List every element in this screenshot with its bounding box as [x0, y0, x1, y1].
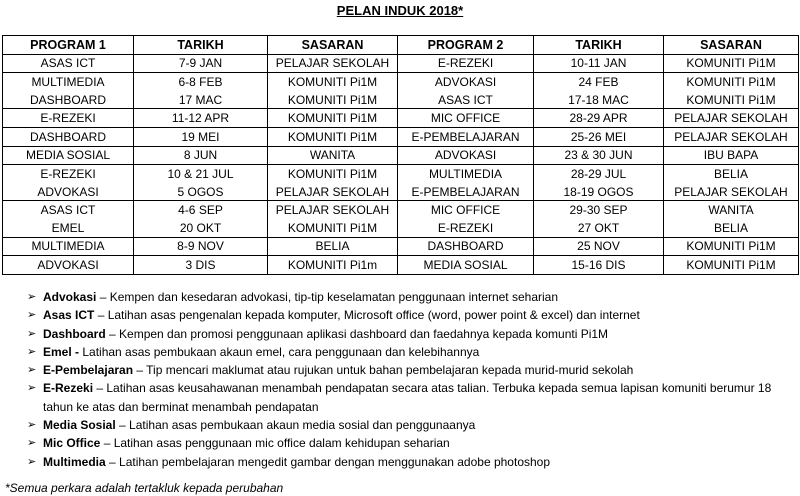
- arrow-bullet-icon: ➢: [27, 327, 37, 340]
- program-2-cell: E-REZEKI: [398, 54, 534, 73]
- target-1-cell: KOMUNITI Pi1M: [268, 109, 398, 128]
- page-title: PELAN INDUK 2018*: [336, 3, 464, 18]
- program-2-cell: E-PEMBELAJARAN: [398, 127, 534, 146]
- date-2-cell: 10-11 JAN: [534, 54, 664, 73]
- date-1-cell: 7-9 JAN: [134, 54, 268, 73]
- date-2-cell: 28-29 JUL: [534, 165, 664, 183]
- program-legend: [27, 288, 797, 471]
- legend-term: Asas ICT: [43, 308, 95, 323]
- legend-description: – Latihan asas penggunaan mic office dalam kehidupan seharian: [100, 436, 450, 451]
- date-2-cell: 25-26 MEI: [534, 127, 664, 146]
- date-2-cell: 17-18 MAC: [534, 91, 664, 109]
- table-row: [3, 127, 799, 146]
- target-2-cell: BELIA: [664, 165, 799, 183]
- target-1-cell: BELIA: [268, 237, 398, 256]
- table-row: [3, 256, 799, 275]
- program-1-cell: ADVOKASI: [3, 183, 134, 201]
- program-2-cell: E-REZEKI: [398, 219, 534, 237]
- program-1-cell: ASAS ICT: [3, 54, 134, 73]
- date-2-cell: 18-19 OGOS: [534, 183, 664, 201]
- program-1-cell: ADVOKASI: [3, 256, 134, 275]
- target-2-cell: PELAJAR SEKOLAH: [664, 109, 799, 128]
- target-2-cell: KOMUNITI Pi1M: [664, 73, 799, 91]
- date-2-cell: 27 OKT: [534, 219, 664, 237]
- arrow-bullet-icon: ➢: [27, 455, 37, 468]
- target-2-cell: PELAJAR SEKOLAH: [664, 183, 799, 201]
- table-row: [3, 54, 799, 73]
- table-row: [3, 109, 799, 128]
- legend-term: E-Rezeki: [43, 381, 94, 396]
- legend-description: – Tip mencari maklumat atau rujukan untuk bahan pembelajaran kepada murid-murid sekolah: [133, 363, 634, 378]
- legend-item: [27, 361, 797, 379]
- program-2-cell: E-PEMBELAJARAN: [398, 183, 534, 201]
- program-2-cell: ASAS ICT: [398, 91, 534, 109]
- program-2-cell: ADVOKASI: [398, 146, 534, 165]
- target-1-cell: KOMUNITI Pi1M: [268, 73, 398, 91]
- table-row: [3, 146, 799, 165]
- legend-term: Emel -: [43, 344, 80, 359]
- legend-description: – Latihan asas pembukaan akaun media sosial dan penggunaanya: [115, 418, 476, 433]
- date-1-cell: 4-6 SEP: [134, 201, 268, 219]
- program-2-cell: MEDIA SOSIAL: [398, 256, 534, 275]
- legend-description: – Kempen dan promosi penggunaan aplikasi dashboard dan faedahnya kepada komunti Pi1M: [105, 326, 609, 341]
- legend-description: – Latihan asas pengenalan kepada komputer, Microsoft office (word, power point & excel) dan internet: [94, 308, 640, 323]
- date-2-cell: 28-29 APR: [534, 109, 664, 128]
- arrow-bullet-icon: ➢: [27, 437, 37, 450]
- target-2-cell: WANITA: [664, 201, 799, 219]
- program-1-cell: DASHBOARD: [3, 91, 134, 109]
- master-plan-table: [2, 35, 799, 275]
- legend-item: [27, 379, 797, 416]
- table-row: [3, 237, 799, 256]
- legend-item: [27, 343, 797, 361]
- date-1-cell: 5 OGOS: [134, 183, 268, 201]
- legend-item: [27, 306, 797, 324]
- program-1-cell: E-REZEKI: [3, 165, 134, 183]
- table-row: [3, 183, 799, 201]
- legend-item: [27, 434, 797, 452]
- legend-term: Dashboard: [43, 326, 106, 341]
- target-2-cell: KOMUNITI Pi1M: [664, 91, 799, 109]
- footnote: *Semua perkara adalah tertakluk kepada perubahan: [5, 481, 284, 495]
- program-2-cell: MIC OFFICE: [398, 109, 534, 128]
- program-1-cell: MEDIA SOSIAL: [3, 146, 134, 165]
- program-1-cell: EMEL: [3, 219, 134, 237]
- program-2-cell: MULTIMEDIA: [398, 165, 534, 183]
- table-row: [3, 201, 799, 219]
- program-1-cell: DASHBOARD: [3, 127, 134, 146]
- legend-description: Latihan asas pembukaan akaun emel, cara penggunaan dan kelebihannya: [79, 344, 480, 359]
- target-1-cell: KOMUNITI Pi1M: [268, 91, 398, 109]
- program-2-cell: MIC OFFICE: [398, 201, 534, 219]
- program-2-cell: DASHBOARD: [398, 237, 534, 256]
- legend-term: E-Pembelajaran: [43, 363, 134, 378]
- legend-description: – Latihan pembelajaran mengedit gambar dengan menggunakan adobe photoshop: [105, 454, 551, 469]
- date-1-cell: 8-9 NOV: [134, 237, 268, 256]
- program-1-cell: ASAS ICT: [3, 201, 134, 219]
- date-1-cell: 17 MAC: [134, 91, 268, 109]
- arrow-bullet-icon: ➢: [27, 345, 37, 358]
- target-2-cell: KOMUNITI Pi1M: [664, 237, 799, 256]
- header-program-2: PROGRAM 2: [398, 36, 534, 55]
- date-1-cell: 3 DIS: [134, 256, 268, 275]
- date-2-cell: 15-16 DIS: [534, 256, 664, 275]
- legend-description: – Latihan asas keusahawanan menambah pendapatan secara atas talian. Terbuka kepada semua lapisan komuniti berumur 18 tahun ke atas dan berminat menambah pendapatan: [43, 381, 772, 414]
- program-2-cell: ADVOKASI: [398, 73, 534, 91]
- target-1-cell: KOMUNITI Pi1M: [268, 219, 398, 237]
- date-1-cell: 19 MEI: [134, 127, 268, 146]
- legend-item: [27, 288, 797, 306]
- table-row: [3, 165, 799, 183]
- header-date-2: TARIKH: [534, 36, 664, 55]
- target-2-cell: BELIA: [664, 219, 799, 237]
- date-2-cell: 23 & 30 JUN: [534, 146, 664, 165]
- legend-term: Multimedia: [43, 454, 106, 469]
- table-header-row: [3, 36, 799, 55]
- target-1-cell: PELAJAR SEKOLAH: [268, 183, 398, 201]
- header-date-1: TARIKH: [134, 36, 268, 55]
- date-1-cell: 8 JUN: [134, 146, 268, 165]
- date-1-cell: 11-12 APR: [134, 109, 268, 128]
- header-program-1: PROGRAM 1: [3, 36, 134, 55]
- date-1-cell: 10 & 21 JUL: [134, 165, 268, 183]
- arrow-bullet-icon: ➢: [27, 291, 37, 303]
- program-1-cell: E-REZEKI: [3, 109, 134, 128]
- date-2-cell: 24 FEB: [534, 73, 664, 91]
- target-2-cell: IBU BAPA: [664, 146, 799, 165]
- legend-term: Media Sosial: [43, 418, 116, 433]
- arrow-bullet-icon: ➢: [27, 364, 37, 377]
- target-1-cell: KOMUNITI Pi1M: [268, 165, 398, 183]
- table-row: [3, 91, 799, 109]
- legend-item: [27, 325, 797, 343]
- table-row: [3, 73, 799, 91]
- program-1-cell: MULTIMEDIA: [3, 73, 134, 91]
- date-1-cell: 6-8 FEB: [134, 73, 268, 91]
- legend-item: [27, 416, 797, 434]
- legend-term: Mic Office: [43, 436, 101, 451]
- header-target-1: SASARAN: [268, 36, 398, 55]
- arrow-bullet-icon: ➢: [27, 382, 37, 395]
- target-1-cell: KOMUNITI Pi1m: [268, 256, 398, 275]
- date-2-cell: 29-30 SEP: [534, 201, 664, 219]
- target-2-cell: KOMUNITI Pi1M: [664, 54, 799, 73]
- header-target-2: SASARAN: [664, 36, 799, 55]
- date-1-cell: 20 OKT: [134, 219, 268, 237]
- target-2-cell: KOMUNITI Pi1M: [664, 256, 799, 275]
- arrow-bullet-icon: ➢: [27, 309, 37, 322]
- target-1-cell: KOMUNITI Pi1M: [268, 127, 398, 146]
- program-1-cell: MULTIMEDIA: [3, 237, 134, 256]
- arrow-bullet-icon: ➢: [27, 419, 37, 432]
- date-2-cell: 25 NOV: [534, 237, 664, 256]
- legend-term: Advokasi: [43, 290, 97, 304]
- target-1-cell: PELAJAR SEKOLAH: [268, 54, 398, 73]
- legend-item: [27, 453, 797, 471]
- target-1-cell: WANITA: [268, 146, 398, 165]
- table-row: [3, 219, 799, 237]
- legend-description: – Kempen dan kesedaran advokasi, tip-tip keselamatan penggunaan internet seharian: [96, 290, 559, 304]
- target-2-cell: PELAJAR SEKOLAH: [664, 127, 799, 146]
- target-1-cell: PELAJAR SEKOLAH: [268, 201, 398, 219]
